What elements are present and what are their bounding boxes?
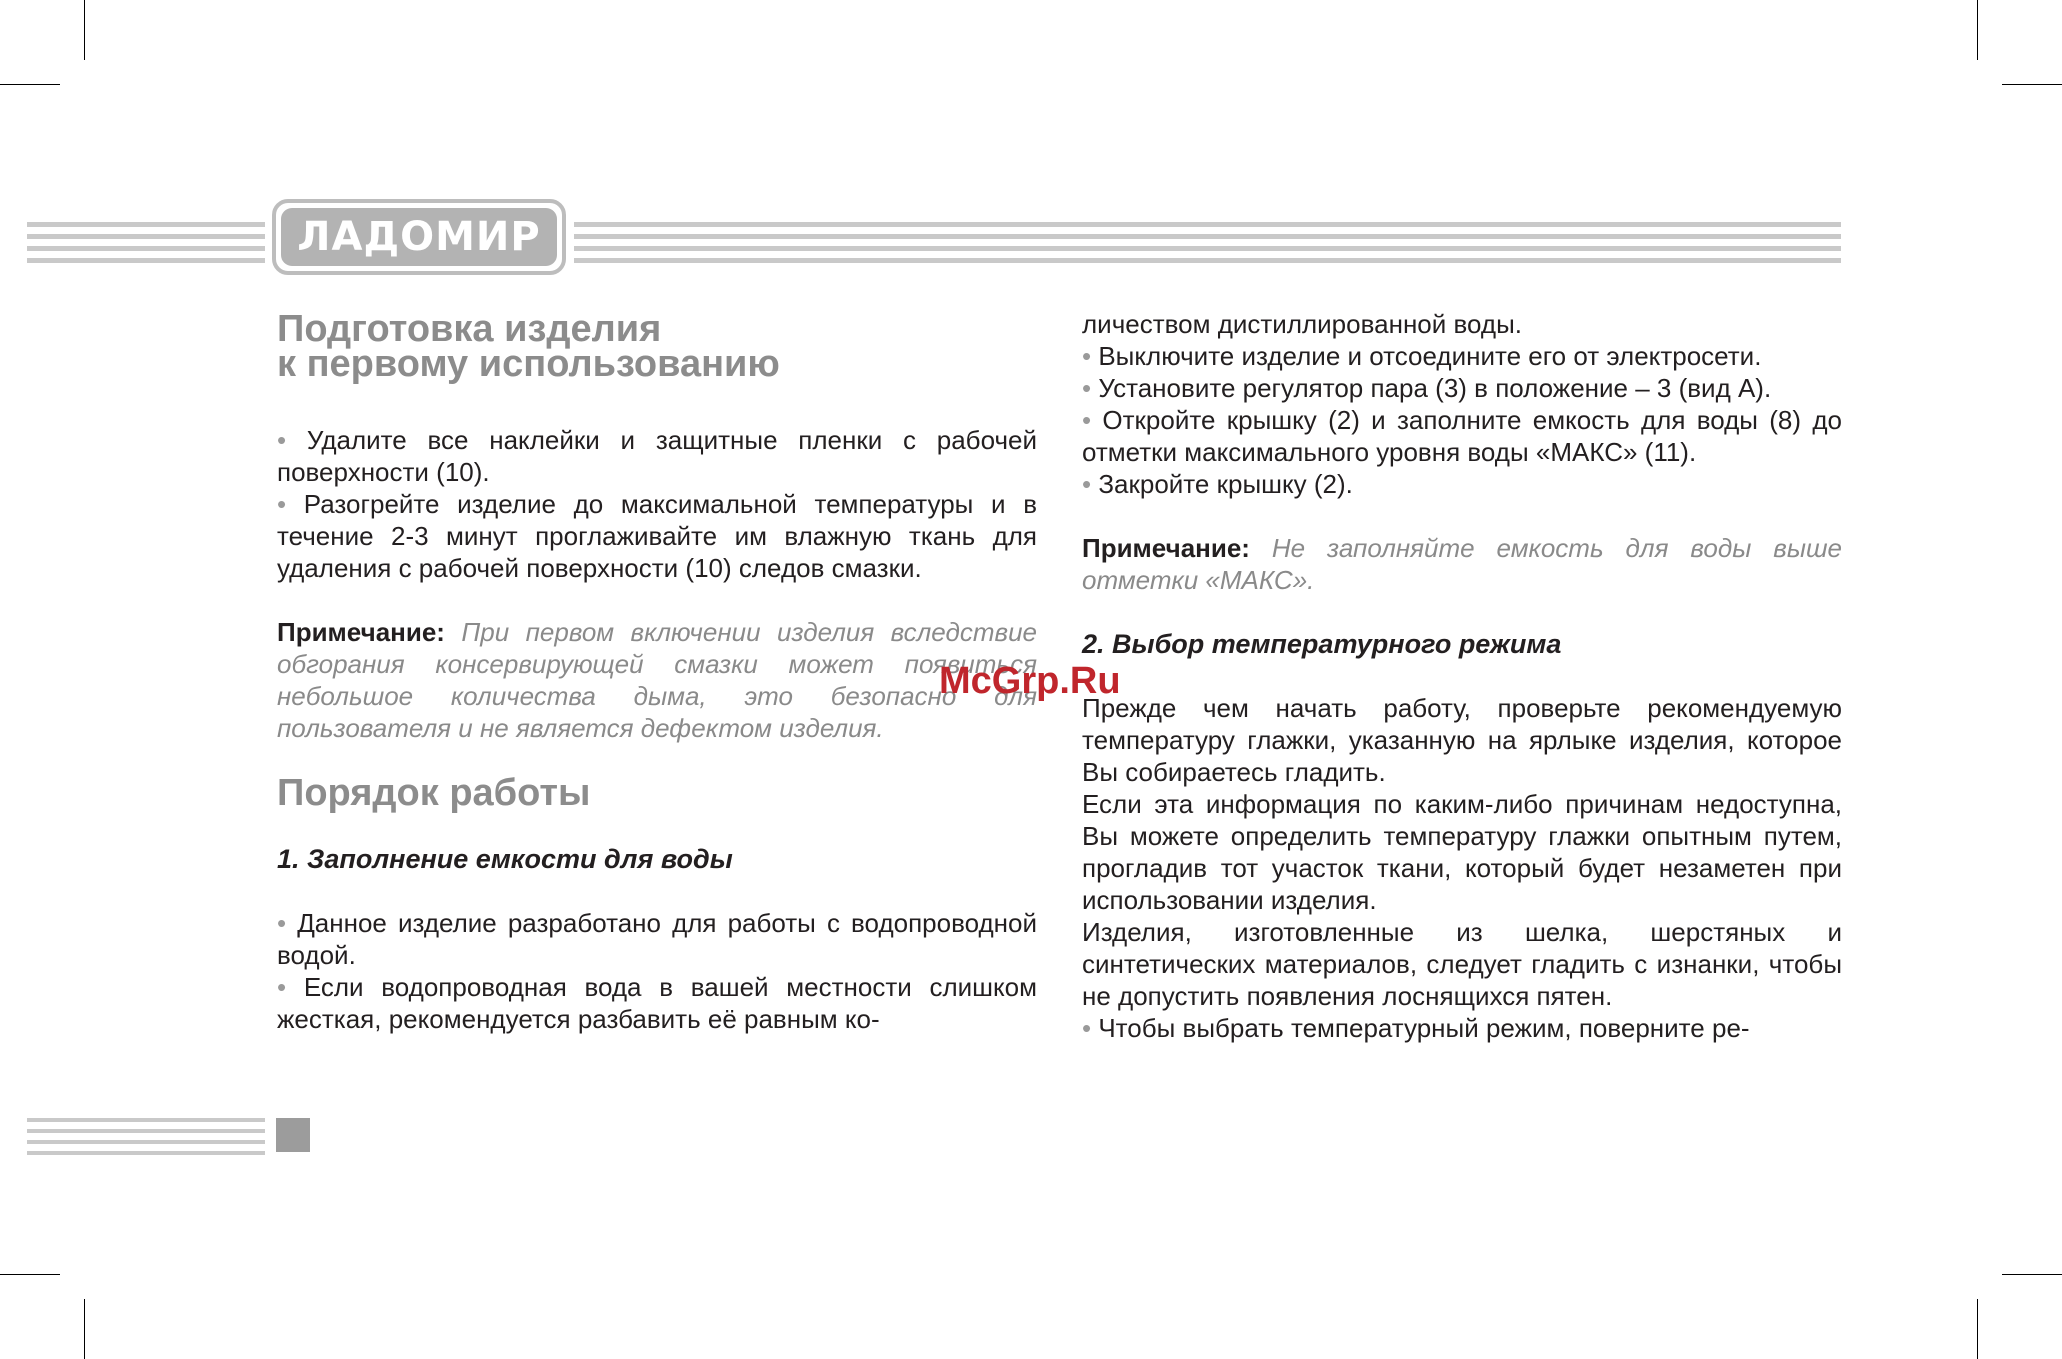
footer-stripes — [27, 1118, 265, 1155]
watermark: McGrp.Ru — [939, 660, 1121, 702]
continuation-text: личеством дистиллированной воды. — [1082, 309, 1522, 339]
list-item: • Разогрейте изделие до максимальной температуры и в течение 2-3 минут проглаживайте им влажную ткань для удаления с рабочей поверхности (10) следов смазки. — [277, 489, 1038, 583]
list-item: • Установите регулятор пара (3) в положение – 3 (вид А). — [1082, 373, 1772, 403]
bullet-icon: • — [1082, 1013, 1099, 1043]
note-text: Не заполняйте емкость для воды выше отметки «МАКС». — [1082, 533, 1842, 595]
heading-prep-line-1: Подготовка изделия — [277, 308, 662, 350]
bullet-icon: • — [277, 972, 304, 1002]
list-item: • Закройте крышку (2). — [1082, 469, 1353, 499]
crop-mark — [0, 1274, 60, 1275]
list-item: • Чтобы выбрать температурный режим, поверните ре- — [1082, 1013, 1750, 1043]
paragraph: Если эта информация по каким-либо причинам недоступна, Вы можете определить температуру глажки опытным путем, прогладив тот участок ткани, который будет незаметен при использовании изделия. — [1082, 789, 1842, 915]
header-stripes-left — [27, 222, 265, 263]
bullet-icon: • — [1082, 341, 1099, 371]
crop-mark — [2002, 1274, 2062, 1275]
bullet-icon: • — [1082, 469, 1099, 499]
note — [1082, 532, 1842, 596]
page-marker — [276, 1118, 310, 1152]
crop-mark — [1977, 0, 1978, 60]
section-heading-prep — [277, 308, 1037, 385]
paragraph: Изделия, изготовленные из шелка, шерстяных и синтетических материалов, следует гладить с изнанки, чтобы не допустить появления лоснящихся пятен. — [1082, 917, 1842, 1011]
list-item: • Выключите изделие и отсоедините его от электросети. — [1082, 341, 1762, 371]
note-text: При первом включении изделия вследствие обгорания консервирующей смазки может появиться небольшое количества дыма, это безопасно для пользователя и не является дефектом изделия. — [277, 617, 1037, 743]
left-column — [277, 308, 1038, 1035]
list-item: • Если водопроводная вода в вашей местности слишком жесткая, рекомендуется разбавить её равным ко- — [277, 972, 1038, 1034]
note-label: Примечание: — [1082, 533, 1250, 563]
bullet-icon: • — [277, 489, 304, 519]
section-heading-work: Порядок работы — [277, 772, 591, 814]
bullet-icon: • — [1082, 373, 1099, 403]
paragraph: Прежде чем начать работу, проверьте рекомендуемую температуру глажки, указанную на ярлыке изделия, которое Вы собираетесь гладить. — [1082, 693, 1842, 787]
note-label: Примечание: — [277, 617, 445, 647]
crop-mark — [2002, 84, 2062, 85]
crop-mark — [84, 1299, 85, 1359]
brand-logo — [272, 199, 566, 275]
header-stripes-right — [574, 222, 1841, 263]
bullet-icon: • — [1082, 405, 1103, 435]
right-column — [1082, 308, 1842, 1044]
list-item: • Удалите все наклейки и защитные пленки с рабочей поверхности (10). — [277, 425, 1037, 487]
subsection-title: 1. Заполнение емкости для воды — [277, 844, 733, 874]
subsection-title: 2. Выбор температурного режима — [1082, 629, 1562, 659]
crop-mark — [0, 84, 60, 85]
note — [277, 616, 1037, 744]
crop-mark — [84, 0, 85, 60]
list-item: • Откройте крышку (2) и заполните емкость для воды (8) до отметки максимального уровня воды «МАКС» (11). — [1082, 405, 1842, 467]
bullet-icon: • — [277, 908, 298, 938]
crop-mark — [1977, 1299, 1978, 1359]
heading-prep-line-2: к первому использованию — [277, 343, 780, 385]
bullet-icon: • — [277, 425, 307, 455]
brand-logo-text: ЛАДОМИР — [281, 208, 557, 266]
list-item: • Данное изделие разработано для работы с водопроводной водой. — [277, 908, 1037, 970]
